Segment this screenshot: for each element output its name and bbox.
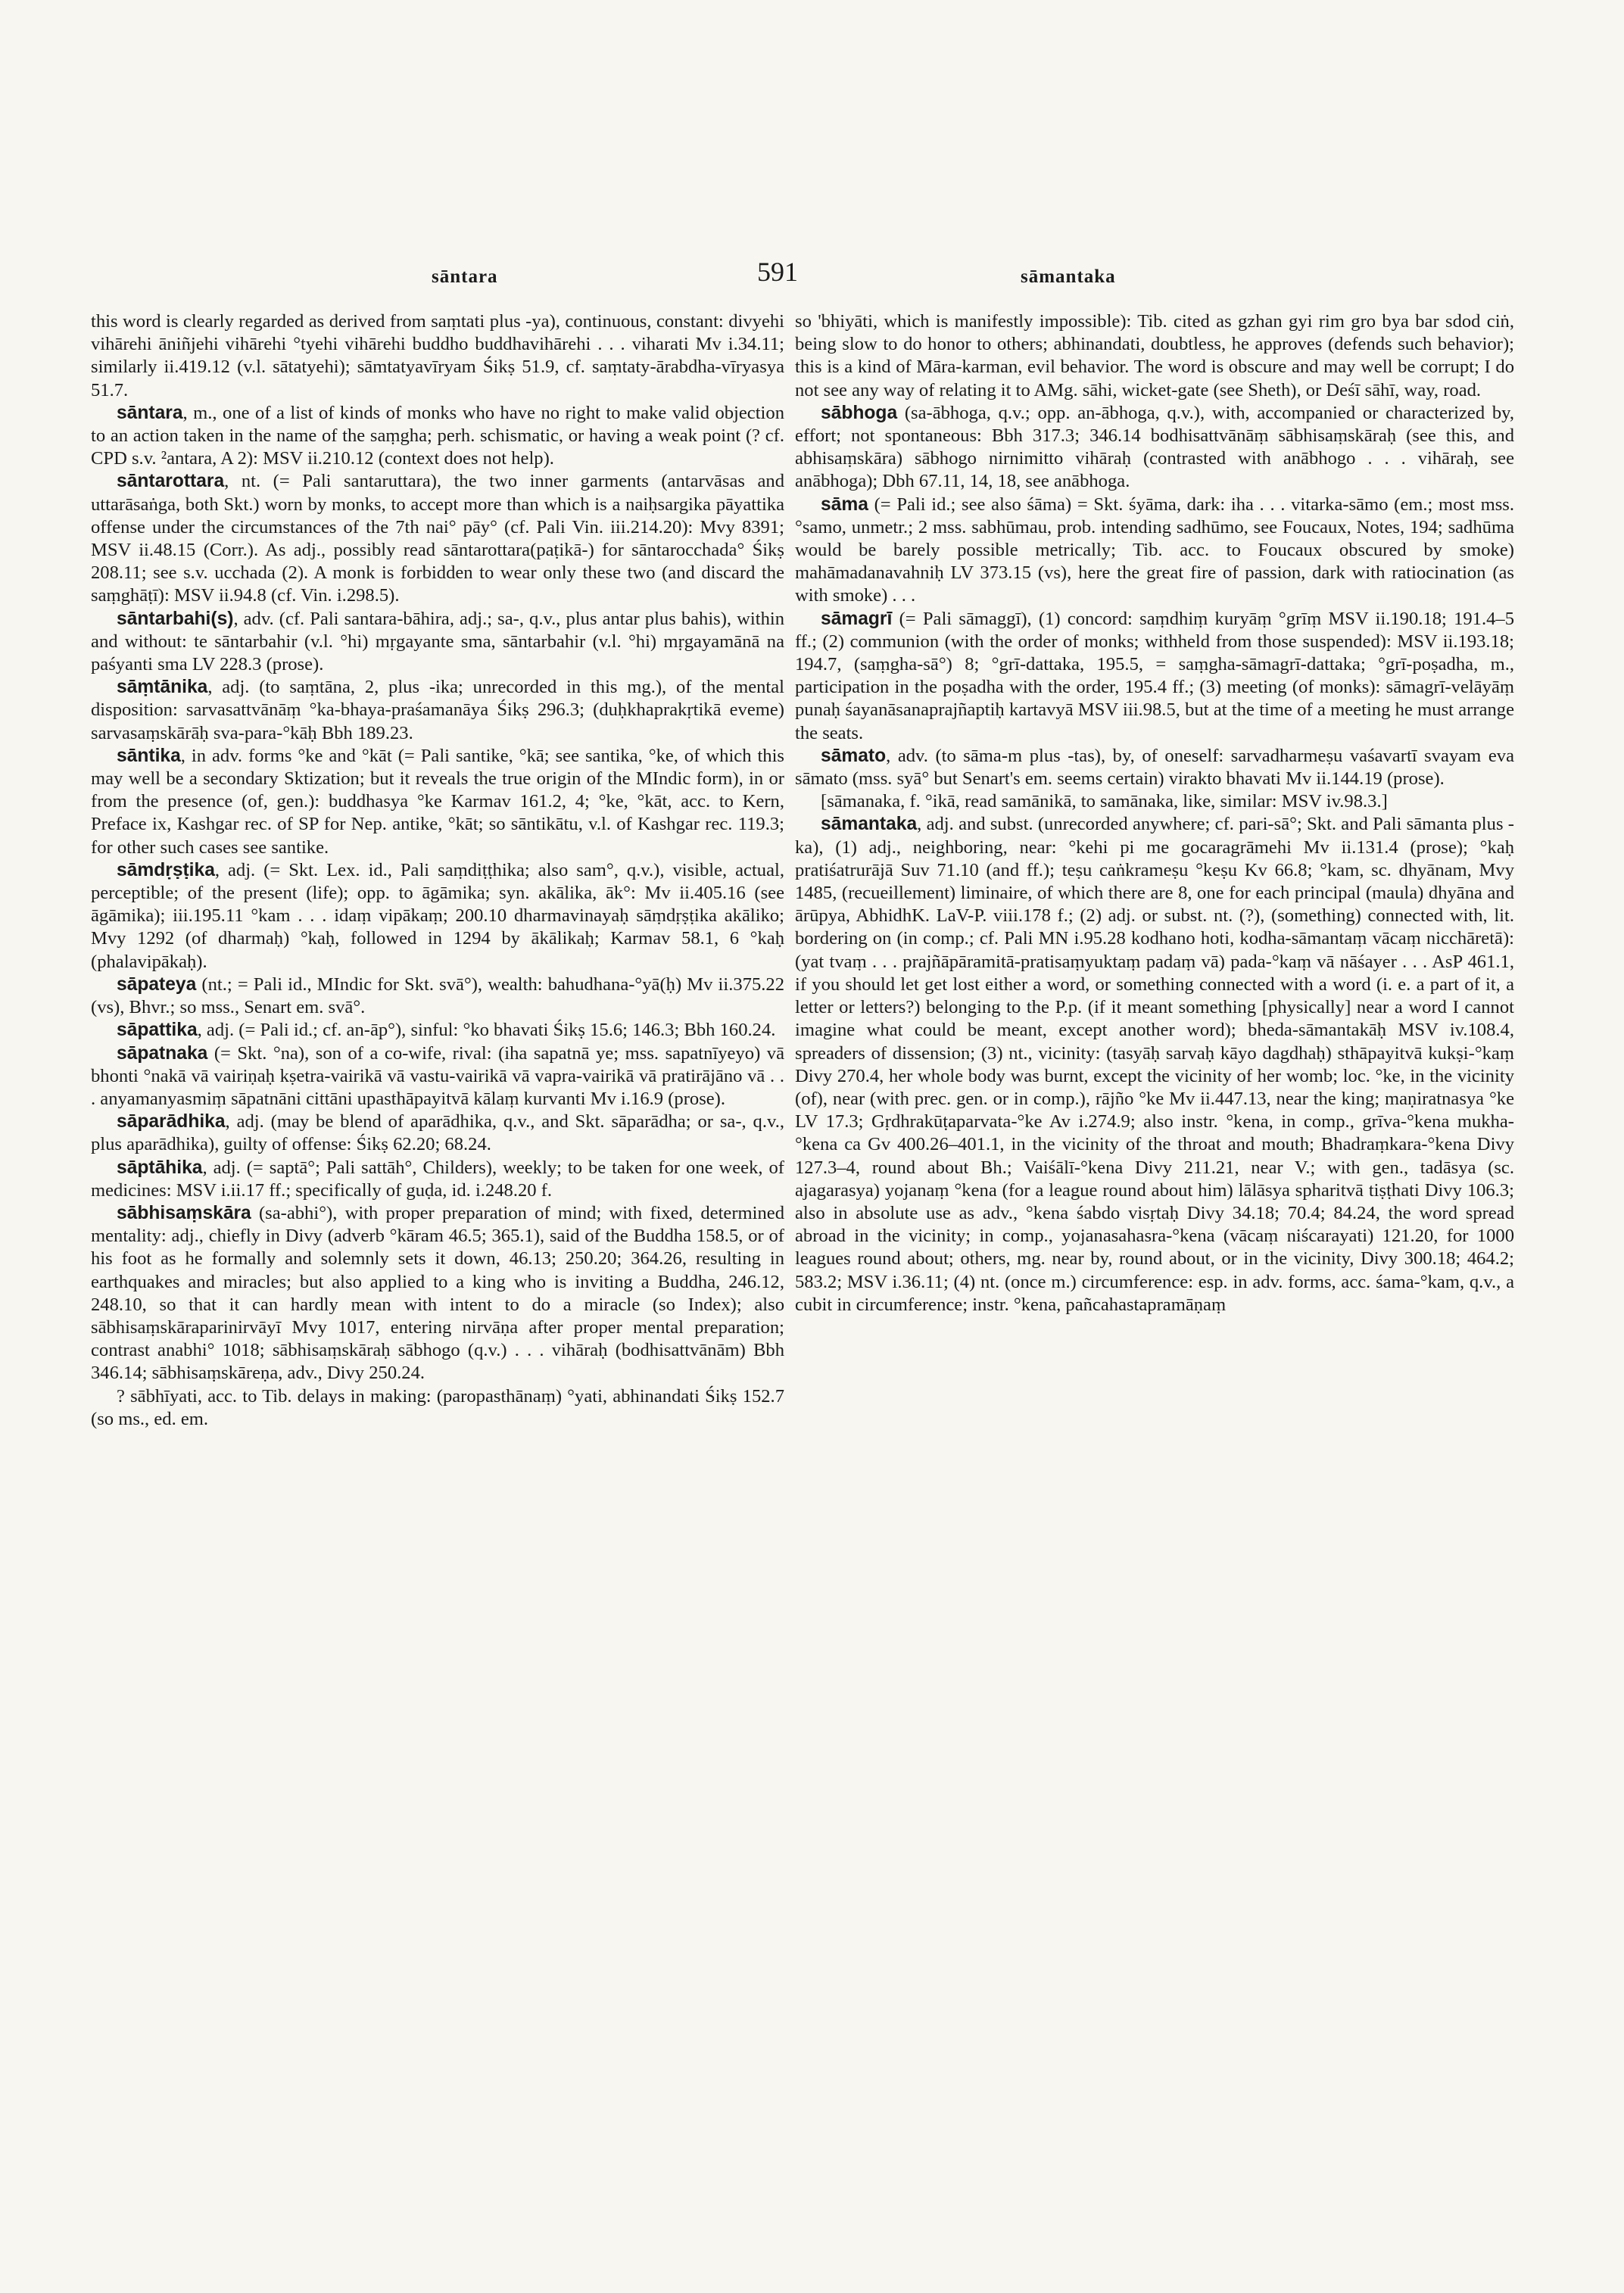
page-number: 591 bbox=[757, 257, 798, 287]
entry-text: , adj. (= Pali id.; cf. an-āp°), sinful: °ko bhavati Śikṣ 15.6; 146.3; Bbh 160.24. bbox=[197, 1020, 776, 1041]
entry-headword: sāptāhika bbox=[117, 1157, 203, 1178]
entry-headword: sābhoga bbox=[821, 402, 898, 423]
left-column bbox=[91, 310, 784, 1431]
dictionary-entry bbox=[91, 745, 784, 859]
right-column bbox=[795, 310, 1514, 1316]
entry-headword: sābhisaṃskāra bbox=[117, 1202, 251, 1223]
entry-headword: sāntarottara bbox=[117, 471, 225, 492]
entry-headword: sāntarbahi(s) bbox=[117, 608, 234, 629]
dictionary-entry bbox=[91, 608, 784, 677]
entry-headword: sāpateya bbox=[117, 974, 197, 995]
dictionary-entry bbox=[91, 1019, 784, 1042]
entry-headword: sāparādhika bbox=[117, 1111, 226, 1132]
dictionary-entry bbox=[91, 1157, 784, 1202]
entry-headword: sāpattika bbox=[117, 1020, 198, 1041]
entry-text: [sāmanaka, f. °ikā, read samānikā, to samānaka, like, similar: MSV iv.98.3.] bbox=[821, 791, 1388, 812]
dictionary-entry bbox=[91, 310, 784, 402]
entry-text: (= Pali sāmaggī), (1) concord: saṃdhiṃ kuryāṃ °grīṃ MSV ii.190.18; 191.4–5 ff.; (2) communion (with the order of monks; withheld from those suspended): MSV ii.193.18; 194.7, (saṃgha-sā°) 8; °grī-dattaka, 195.5, = saṃgha-sāmagrī-dattaka; °grī-poṣadha, m., participation in the poṣadha with the order, 195.4 ff.; (3) meeting (of monks): sāmagrī-velāyāṃ punaḥ śayanāsanaprajñaptiḥ kartavyā MSV iii.98.5, but at the time of a meeting he must arrange the seats. bbox=[795, 608, 1514, 743]
right-guide-word: sāmantaka bbox=[1021, 266, 1116, 287]
left-guide-word: sāntara bbox=[432, 266, 498, 287]
entry-headword: sāmato bbox=[821, 745, 887, 766]
entry-text: , adj. (to saṃtāna, 2, plus -ika; unrecorded in this mg.), of the mental disposition: sarvasattvānāṃ °ka-bhaya-praśamanāya Śikṣ 296.3; (duḥkhaprakṛtikā eveme) sarvasaṃskārāḥ sva-para-°kāḥ Bbh 189.23. bbox=[91, 677, 784, 743]
dictionary-entry bbox=[91, 859, 784, 974]
entry-text: , adj. (= Skt. Lex. id., Pali saṃdiṭṭhika; also sam°, q.v.), visible, actual, perceptible; of the present (life); opp. to āgāmika; syn. akālika, āk°: Mv ii.405.16 (see āgāmika); iii.195.11 °kam . . . idaṃ vipākaṃ; 200.10 dharmavinayaḥ sāṃdṛṣṭika akāliko; Mvy 1292 (of dharmaḥ) °kaḥ, followed in 1294 by ākālikaḥ; Karmav 58.1, 6 °kaḥ (phalavipākaḥ). bbox=[91, 859, 784, 972]
entry-text: , adv. (to sāma-m plus -tas), by, of oneself: sarvadharmeṣu vaśavartī svayam eva sāmato (mss. syā° but Senart's em. seems certain) virakto bhavati Mv ii.144.19 (prose). bbox=[795, 745, 1514, 790]
entry-text: (sa-abhi°), with proper preparation of mind; with fixed, determined mentality: adj., chiefly in Divy (adverb °kāram 46.5; 365.1), said of the Buddha 158.5, or of his foot as he formally and solemnly sets it down, 46.13; 250.20; 364.26, resulting in earthquakes and miracles; but also applied to a king who is inviting a Buddha, 246.12, 248.10, so that it can hardly mean with intent to do a miracle (so Index); also sābhisaṃskāraparinirvāyī Mvy 1017, entering nirvāṇa after proper mental preparation; contrast anabhi° 1018; sābhisaṃskāraḥ sābhogo (q.v.) . . . vihāraḥ (bodhisattvānām) Bbh 346.14; sābhisaṃskāreṇa, adv., Divy 250.24. bbox=[91, 1202, 784, 1384]
entry-text: this word is clearly regarded as derived from saṃtati plus -ya), continuous, constant: divyehi vihārehi āniñjehi vihārehi °tyehi vihārehi buddho buddhavihārehi . . . viharati Mv i.34.11; similarly ii.419.12 (v.l. sātatyehi); sāmtatyavīryam Śikṣ 51.9, cf. saṃtaty-ārabdha-vīryasya 51.7. bbox=[91, 311, 784, 400]
dictionary-entry bbox=[91, 974, 784, 1019]
dictionary-entry bbox=[795, 813, 1514, 1316]
entry-text: , adj. (= saptā°; Pali sattāh°, Childers), weekly; to be taken for one week, of medicines: MSV i.ii.17 ff.; specifically of guḍa, id. i.248.20 f. bbox=[91, 1157, 784, 1201]
dictionary-entry bbox=[91, 1042, 784, 1111]
dictionary-entry bbox=[91, 1111, 784, 1156]
entry-text: , in adv. forms °ke and °kāt (= Pali santike, °kā; see santika, °ke, of which this may well be a secondary Sktization; but it reveals the true origin of the MIndic form), in or from the presence (of, gen.): buddhasya °ke Karmav 161.2, 4; °ke, °kāt, acc. to Kern, Preface ix, Kashgar rec. of SP for Nep. antike, °kāt; so sāntikātu, v.l. of Kashgar rec. 119.3; for other such cases see santike. bbox=[91, 745, 784, 858]
entry-headword: sāntika bbox=[117, 745, 181, 766]
entry-text: ? sābhīyati, acc. to Tib. delays in making: (paropasthānaṃ) °yati, abhinandati Śikṣ 152.7 (so ms., ed. em. bbox=[91, 1385, 784, 1429]
entry-text: (sa-ābhoga, q.v.; opp. an-ābhoga, q.v.), with, accompanied or characterized by, effort; not spontaneous: Bbh 317.3; 346.14 bodhisattvānāṃ sābhisaṃskāraḥ (see this, and abhisaṃskāra) sābhogo nirnimitto vihāraḥ (contrasted with anābhogo . . . vihāraḥ, see anābhoga); Dbh 67.11, 14, 18, see anābhoga. bbox=[795, 402, 1514, 492]
dictionary-entry bbox=[795, 310, 1514, 402]
dictionary-entry bbox=[91, 402, 784, 471]
entry-text: (= Skt. °na), son of a co-wife, rival: (iha sapatnā ye; mss. sapatnīyeyo) vā bhonti °nakā vā vairiṇaḥ kṣetra-vairikā vā vastu-vairikā vā vapra-vairikā vā pratirājāno vā . . . anyamanyasmiṃ sāpatnāni cittāni upasthāpayitvā kālaṃ kurvanti Mv i.16.9 (prose). bbox=[91, 1042, 784, 1109]
dictionary-entry bbox=[795, 494, 1514, 608]
entry-headword: sāmdṛṣṭika bbox=[117, 859, 215, 880]
entry-headword: sāṃtānika bbox=[117, 677, 208, 698]
dictionary-entry bbox=[91, 1385, 784, 1431]
entry-text: , adj. and subst. (unrecorded anywhere; cf. pari-sā°; Skt. and Pali sāmanta plus -ka), (1) adj., neighboring, near: °kehi pi me gocaragrāmehi Mv ii.131.4 (prose); °kaḥ pratiśatrurājā Suv 71.10 (and ff.); teṣu caṅkrameṣu °keṣu Kv 66.8; °kam, sc. dhyānam, Mvy 1485, (recueillement) liminaire, of which there are 8, one for each principal (maula) dhyāna and ārūpya, AbhidhK. LaV-P. viii.178 f.; (2) adj. or subst. nt. (?), (something) connected with, lit. bordering on (in comp.; cf. Pali MN i.95.28 kodhano hoti, kodha-sāmantaṃ vācaṃ nicchāretā): (yat tvaṃ . . . prajñāpāramitā-pratisaṃyuktaṃ padaṃ vā) pada-°kaṃ vā nāśayer . . . AsP 461.1, if you should let get lost either a word, or something connected with a word (i. e. a part of it, a letter or letters?) belonging to the P.p. (if it meant something [physically] near a word I cannot imagine what could be meant, except another word); bheda-sāmantakāḥ MSV iv.108.4, spreaders of dissension; (3) nt., vicinity: (tasyāḥ sarvaḥ kāyo dagdhaḥ) sthāpayitvā kukṣi-°kaṃ Divy 270.4, her whole body was burnt, except the vicinity of her womb; loc. °ke, in the vicinity (of), near (with prec. gen. or in comp.), rājño °ke Mv ii.447.13, near the king; maṇiratnasya °ke LV 17.3; Gṛdhrakūṭaparvata-°ke Av i.274.9; also instr. °kena, in comp., grīva-°kena mukha-°kena ca Gv 400.26–401.1, in the vicinity of the throat and mouth; Bhadraṃkara-°kena Divy 127.3–4, round about Bh.; Vaiśālī-°kena Divy 211.21, near V.; with gen., tadāsya (sc. ajagarasya) yojanaṃ °kena (for a league round about him) lālāsya spharitvā tiṣṭhati Divy 106.3; also in absolute use as adv., °kena śabdo visṛtaḥ Divy 34.18; 70.4; 84.24, the word spread abroad in the vicinity; in comp., yojanasahasra-°kena (vācaṃ niścarayati) 121.20, for 1000 leagues round about; others, mg. near by, round about, or in the vicinity, Divy 300.18; 464.2; 583.2; MSV i.36.11; (4) nt. (once m.) circumference: esp. in adv. forms, acc. śama-°kam, q.v., a cubit in circumference; instr. °kena, pañcahastapramāṇaṃ bbox=[795, 814, 1514, 1315]
dictionary-entry bbox=[795, 745, 1514, 790]
entry-text: , m., one of a list of kinds of monks who have no right to make valid objection to an action taken in the name of the saṃgha; perh. schismatic, or having a weak point (? cf. CPD s.v. ²antara, A 2): MSV ii.210.12 (context does not help). bbox=[91, 402, 784, 469]
entry-text: (= Pali id.; see also śāma) = Skt. śyāma, dark: iha . . . vitarka-sāmo (em.; most mss. °samo, unmetr.; 2 mss. sabhūmau, prob. intending sadhūmo, see Foucaux, Notes, 194; sadhūma would be barely possible metrically; Tib. acc. to Foucaux obscured by smoke) mahāmadanavahniḥ LV 373.15 (vs), here the great fire of passion, dark with ratiocination (as with smoke) . . . bbox=[795, 494, 1514, 606]
entry-text: (nt.; = Pali id., MIndic for Skt. svā°), wealth: bahudhana-°yā(ḥ) Mv ii.375.22 (vs), Bhvr.; so mss., Senart em. svā°. bbox=[91, 974, 784, 1018]
entry-headword: sāmantaka bbox=[821, 814, 918, 835]
entry-text: , nt. (= Pali santaruttara), the two inner garments (antarvāsas and uttarāsaṅga, both Skt.) worn by monks, to accept more than which is a naiḥsargika pāyattika offense under the circumstances of the 7th nai° pāy° (cf. Pali Vin. iii.214.20): Mvy 8391; MSV ii.48.15 (Corr.). As adj., possibly read sāntarottara(paṭikā-) for sāntarocchada° Śikṣ 208.11; see s.v. ucchada (2). A monk is forbidden to wear only these two (and discard the saṃghāṭī): MSV ii.94.8 (cf. Vin. i.298.5). bbox=[91, 471, 784, 606]
entry-headword: sāmagrī bbox=[821, 608, 893, 629]
dictionary-entry bbox=[795, 790, 1514, 813]
entry-text: , adj. (may be blend of aparādhika, q.v., and Skt. sāparādha; or sa-, q.v., plus aparādhika), guilty of offense: Śikṣ 62.20; 68.24. bbox=[91, 1111, 784, 1155]
entry-headword: sāntara bbox=[117, 402, 183, 423]
dictionary-entry bbox=[91, 470, 784, 607]
entry-headword: sāpatnaka bbox=[117, 1042, 208, 1064]
dictionary-entry bbox=[795, 608, 1514, 745]
entry-headword: sāma bbox=[821, 494, 868, 515]
entry-text: so 'bhiyāti, which is manifestly impossible): Tib. cited as gzhan gyi rim gro bya bar sdod ciṅ, being slow to do honor to others; abhinandati, doubtless, he approves (defends such behavior); this is a kind of Māra-karman, evil behavior. The word is obscure and may well be corrupt; I do not see any way of relating it to AMg. sāhi, wicket-gate (see Sheth), or Deśī sāhī, way, road. bbox=[795, 311, 1514, 400]
page-header bbox=[91, 256, 1272, 294]
dictionary-entry bbox=[91, 1202, 784, 1385]
dictionary-entry bbox=[795, 402, 1514, 494]
dictionary-entry bbox=[91, 676, 784, 745]
entry-text: , adv. (cf. Pali santara-bāhira, adj.; sa-, q.v., plus antar plus bahis), within and without: te sāntarbahir (v.l. °hi) mṛgayante sma, sāntarbahir (v.l. °hi) mṛgayamānā na paśyanti sma LV 228.3 (prose). bbox=[91, 608, 784, 675]
